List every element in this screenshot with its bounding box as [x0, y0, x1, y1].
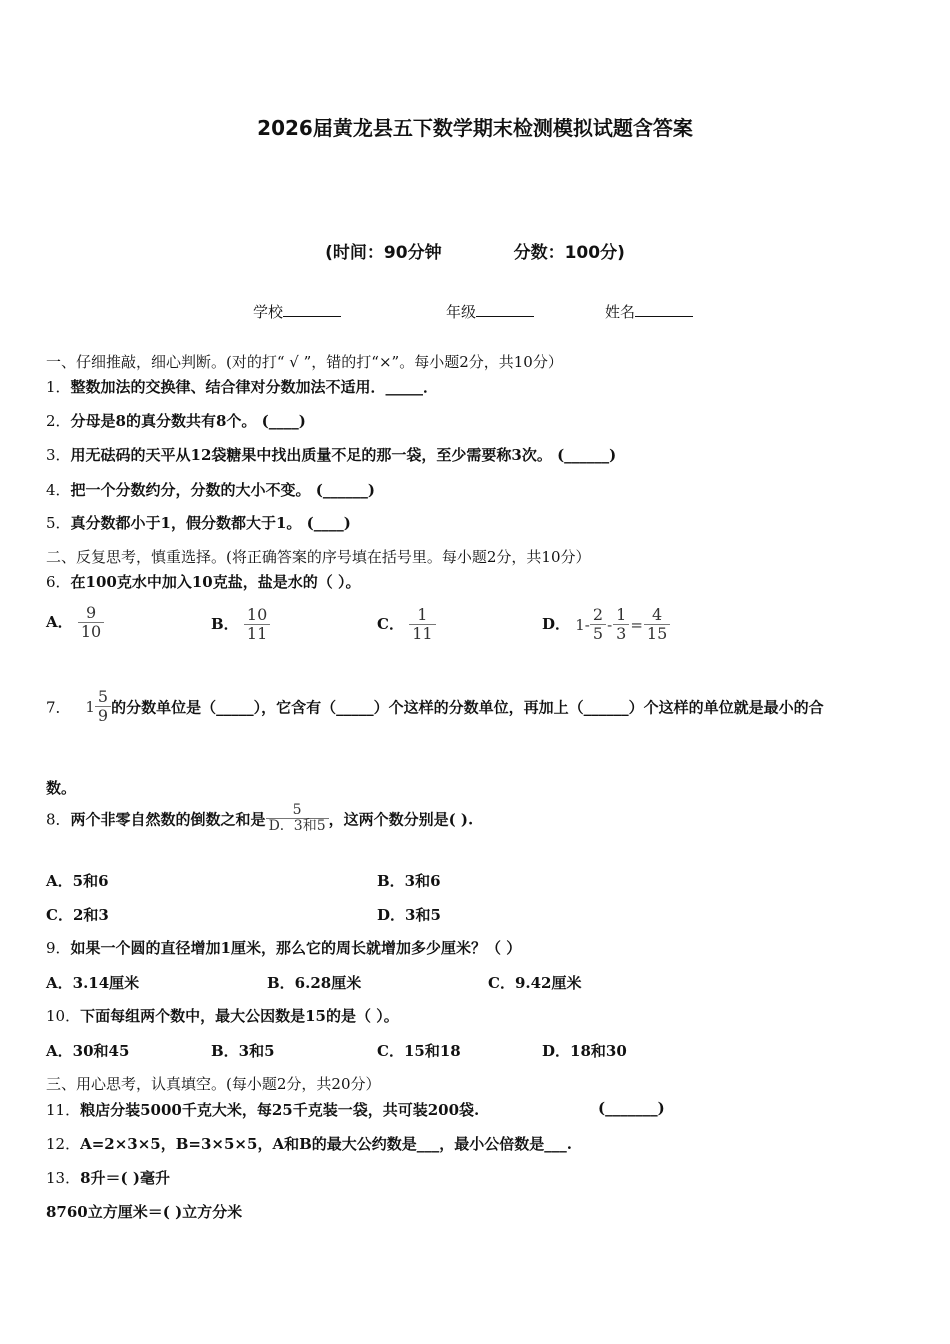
section-1-heading: 一、仔细推敲，细心判断。(对的打“ √ ”，错的打“×”。每小题2分，共10分）	[46, 353, 563, 371]
whole-number: 1	[85, 697, 95, 716]
school-label: 学校	[253, 303, 284, 321]
numerator: 9	[85, 603, 97, 622]
question-text: 8升＝( )毫升	[80, 1169, 170, 1187]
question-5	[46, 512, 351, 533]
question-text: 整数加法的交换律、结合律对分数加法不适用．_____．	[70, 378, 439, 396]
denominator: 15	[646, 624, 668, 644]
question-13-line-2	[46, 1201, 242, 1222]
question-text: 真分数都小于1，假分数都大于1。 (____)	[70, 514, 351, 532]
equals-sign: =	[630, 615, 643, 634]
q9-option-b[interactable]: B．6.28厘米	[267, 974, 362, 992]
question-number: 7．	[46, 698, 71, 717]
school-field	[253, 301, 341, 322]
answer-paren: (_______)	[598, 1099, 665, 1117]
section-3-heading: 三、用心思考，认真填空。(每小题2分，共20分）	[46, 1075, 381, 1093]
exam-meta	[0, 238, 950, 263]
denominator: 10	[80, 622, 102, 642]
grade-label: 年级	[446, 303, 477, 321]
question-number: 11．	[46, 1101, 81, 1119]
q8-option-c[interactable]: C．2和3	[46, 906, 109, 924]
fraction	[644, 606, 670, 644]
whole-number: 1-	[575, 615, 590, 634]
q10-option-c[interactable]: C．15和18	[377, 1042, 461, 1060]
numerator: 10	[246, 605, 268, 624]
q10-option-b[interactable]: B．3和5	[211, 1042, 275, 1060]
exam-time: (时间：90分钟	[325, 243, 442, 263]
question-number: 6．	[46, 573, 71, 591]
numerator: 2	[592, 605, 604, 624]
question-text: A=2×3×5，B=3×5×5，A和B的最大公约数是___，最小公倍数是___.	[80, 1135, 572, 1153]
question-text: 如果一个圆的直径增加1厘米，那么它的周长就增加多少厘米？（ ）	[70, 939, 522, 957]
question-text: ，这两个数分别是( ).	[328, 810, 474, 829]
q9-option-a[interactable]: A．3.14厘米	[46, 974, 140, 992]
school-blank[interactable]	[283, 302, 341, 317]
name-label: 姓名	[605, 303, 636, 321]
question-number: 3．	[46, 446, 71, 464]
name-field	[605, 301, 693, 322]
question-text: 下面每组两个数中，最大公因数是15的是（ ）。	[80, 1007, 399, 1025]
option-label: C．	[377, 614, 404, 633]
option-label: D．	[542, 614, 571, 633]
q8-option-d[interactable]: D．3和5	[377, 906, 441, 924]
question-8	[46, 803, 473, 835]
question-11-answer-blank[interactable]	[598, 1099, 665, 1117]
exam-score: 分数：100分)	[513, 243, 625, 263]
denominator: 11	[412, 624, 433, 644]
question-number: 1．	[46, 378, 71, 396]
q6-option-a[interactable]	[46, 604, 104, 642]
denominator: 9	[97, 706, 109, 726]
q8-option-a[interactable]: A．5和6	[46, 872, 109, 890]
numerator: 5	[97, 687, 109, 706]
question-number: 13．	[46, 1169, 81, 1187]
minus-sign: -	[607, 615, 613, 634]
q6-option-d[interactable]	[542, 606, 670, 644]
q9-option-c[interactable]: C．9.42厘米	[488, 974, 582, 992]
fraction	[95, 688, 111, 726]
denominator: 11	[246, 624, 268, 644]
denominator: 3	[616, 624, 627, 644]
fraction	[409, 606, 435, 644]
question-text: 在100克水中加入10克盐，盐是水的（ ）。	[70, 573, 361, 591]
question-text: 的分数单位是（_____），它含有（_____）个这样的分数单位，再加上（______）个这样的单位就是最小的合	[111, 698, 824, 717]
question-text: 分母是8的真分数共有8个。 (____)	[70, 412, 306, 430]
question-text: 粮店分装5000千克大米，每25千克装一袋，共可装200袋.	[80, 1101, 480, 1119]
question-6	[46, 571, 360, 592]
question-10	[46, 1005, 399, 1026]
question-number: 10．	[46, 1007, 81, 1025]
option-label: A．	[46, 612, 73, 631]
question-2	[46, 410, 306, 431]
question-text: 把一个分数约分，分数的大小不变。 (______)	[70, 481, 375, 499]
question-11	[46, 1099, 479, 1120]
grade-blank[interactable]	[476, 302, 534, 317]
fraction	[266, 803, 329, 835]
question-number: 8．	[46, 810, 71, 829]
section-2-heading: 二、反复思考，慎重选择。(将正确答案的序号填在括号里。每小题2分，共10分）	[46, 548, 591, 566]
q6-option-b[interactable]	[211, 606, 270, 644]
q8-option-b[interactable]: B．3和6	[377, 872, 441, 890]
question-3	[46, 444, 616, 465]
question-number: 2．	[46, 412, 71, 430]
fraction	[590, 606, 606, 644]
question-13	[46, 1167, 170, 1188]
question-number: 9．	[46, 939, 71, 957]
q10-option-d[interactable]: D．18和30	[542, 1042, 627, 1060]
question-text: 两个非零自然数的倒数之和是	[70, 810, 266, 829]
numerator: 5	[292, 802, 302, 818]
q10-option-a[interactable]: A．30和45	[46, 1042, 130, 1060]
denominator: 5	[592, 624, 604, 644]
question-12	[46, 1133, 572, 1154]
grade-field	[446, 301, 534, 322]
question-text: 数。	[46, 779, 77, 797]
question-number: 5．	[46, 514, 71, 532]
denominator: D．3和5	[268, 818, 326, 835]
question-4	[46, 479, 375, 500]
numerator: 1	[417, 605, 428, 624]
question-number: 12．	[46, 1135, 81, 1153]
question-7	[46, 688, 824, 726]
question-number: 4．	[46, 481, 71, 499]
page-title: 2026届黄龙县五下数学期末检测模拟试题含答案	[257, 116, 693, 140]
fraction	[78, 604, 104, 642]
numerator: 4	[651, 605, 663, 624]
fraction	[613, 606, 629, 644]
question-9	[46, 937, 521, 958]
fraction	[244, 606, 270, 644]
q6-option-c[interactable]	[377, 606, 436, 644]
question-7-continued	[46, 777, 76, 798]
question-text: 用无砝码的天平从12袋糖果中找出质量不足的那一袋，至少需要称3次。 (______)	[70, 446, 617, 464]
option-label: B．	[211, 614, 239, 633]
numerator: 1	[616, 605, 627, 624]
question-text: 8760立方厘米＝( )立方分米	[46, 1203, 243, 1221]
name-blank[interactable]	[635, 302, 693, 317]
question-1	[46, 376, 438, 397]
